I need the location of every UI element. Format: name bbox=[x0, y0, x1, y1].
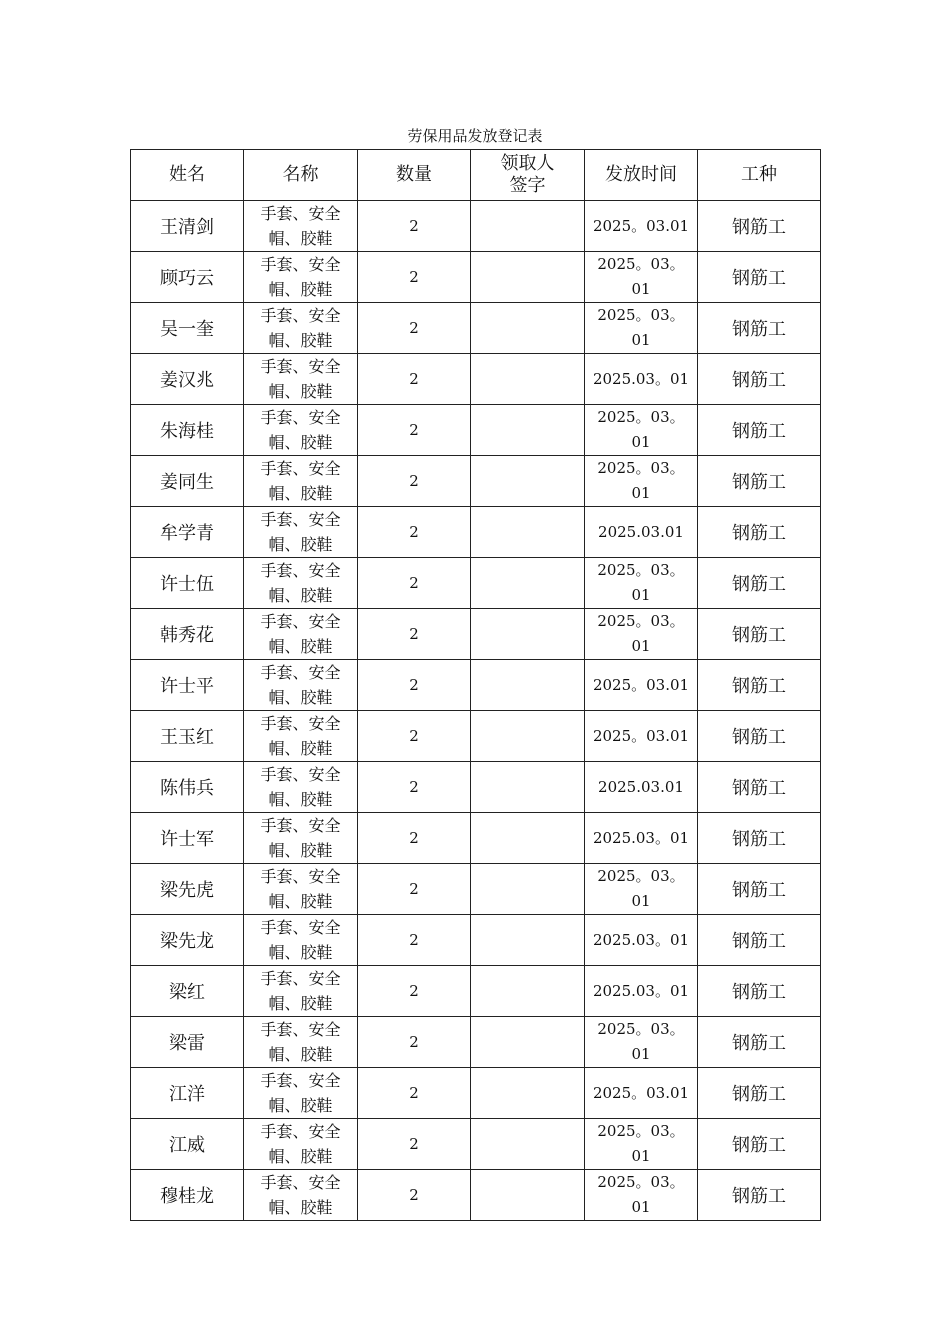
cell-qty: 2 bbox=[358, 558, 471, 609]
cell-date bbox=[585, 456, 698, 507]
cell-trade: 钢筋工 bbox=[698, 1017, 821, 1068]
cell-trade: 钢筋工 bbox=[698, 507, 821, 558]
cell-trade: 钢筋工 bbox=[698, 405, 821, 456]
cell-date bbox=[585, 252, 698, 303]
issue-date-text: 2025.03。01 bbox=[592, 930, 690, 949]
cell-date bbox=[585, 354, 698, 405]
issue-date-text: 2025。03。01 bbox=[597, 1020, 685, 1063]
cell-signature[interactable] bbox=[471, 1119, 585, 1170]
issue-date-text: 2025.03.01 bbox=[598, 522, 684, 541]
header-signature-line2: 签字 bbox=[509, 175, 546, 196]
issue-date-text: 2025。03。01 bbox=[597, 867, 685, 910]
cell-qty: 2 bbox=[358, 303, 471, 354]
cell-item: 手套、安全帽、胶鞋 bbox=[244, 1017, 358, 1068]
cell-trade: 钢筋工 bbox=[698, 354, 821, 405]
table-row bbox=[131, 354, 821, 405]
cell-signature[interactable] bbox=[471, 252, 585, 303]
cell-date bbox=[585, 1170, 698, 1221]
cell-date bbox=[585, 558, 698, 609]
table-row bbox=[131, 507, 821, 558]
cell-date bbox=[585, 711, 698, 762]
cell-date bbox=[585, 966, 698, 1017]
table-body bbox=[131, 201, 821, 1221]
cell-trade: 钢筋工 bbox=[698, 303, 821, 354]
cell-date bbox=[585, 609, 698, 660]
table-row bbox=[131, 456, 821, 507]
cell-trade: 钢筋工 bbox=[698, 813, 821, 864]
cell-trade: 钢筋工 bbox=[698, 252, 821, 303]
table-row bbox=[131, 1170, 821, 1221]
cell-qty: 2 bbox=[358, 1170, 471, 1221]
issue-date-text: 2025.03.01 bbox=[598, 777, 684, 796]
document-title: 劳保用品发放登记表 bbox=[407, 127, 543, 145]
issue-date-text: 2025。03。01 bbox=[597, 1173, 685, 1216]
cell-item: 手套、安全帽、胶鞋 bbox=[244, 660, 358, 711]
cell-item: 手套、安全帽、胶鞋 bbox=[244, 762, 358, 813]
cell-name: 牟学青 bbox=[131, 507, 244, 558]
table-row bbox=[131, 915, 821, 966]
cell-name: 韩秀花 bbox=[131, 609, 244, 660]
issue-date-text: 2025.03。01 bbox=[592, 369, 690, 388]
cell-qty: 2 bbox=[358, 609, 471, 660]
cell-name: 梁雷 bbox=[131, 1017, 244, 1068]
cell-item: 手套、安全帽、胶鞋 bbox=[244, 1068, 358, 1119]
issue-date-text: 2025.03。01 bbox=[592, 828, 690, 847]
cell-name: 陈伟兵 bbox=[131, 762, 244, 813]
table-row bbox=[131, 1017, 821, 1068]
cell-trade: 钢筋工 bbox=[698, 711, 821, 762]
issue-date-text: 2025。03。01 bbox=[597, 612, 685, 655]
issue-date-text: 2025。03。01 bbox=[597, 459, 685, 502]
cell-qty: 2 bbox=[358, 660, 471, 711]
table-row bbox=[131, 558, 821, 609]
issue-date-text: 2025。03。01 bbox=[597, 1122, 685, 1165]
cell-date bbox=[585, 1119, 698, 1170]
cell-name: 王玉红 bbox=[131, 711, 244, 762]
issue-date-text: 2025。03.01 bbox=[592, 675, 690, 694]
cell-item: 手套、安全帽、胶鞋 bbox=[244, 1170, 358, 1221]
header-trade: 工种 bbox=[698, 150, 821, 201]
cell-trade: 钢筋工 bbox=[698, 1119, 821, 1170]
cell-name: 吴一奎 bbox=[131, 303, 244, 354]
cell-signature[interactable] bbox=[471, 507, 585, 558]
cell-qty: 2 bbox=[358, 201, 471, 252]
cell-signature[interactable] bbox=[471, 864, 585, 915]
cell-qty: 2 bbox=[358, 813, 471, 864]
cell-trade: 钢筋工 bbox=[698, 609, 821, 660]
cell-signature[interactable] bbox=[471, 762, 585, 813]
cell-item: 手套、安全帽、胶鞋 bbox=[244, 405, 358, 456]
table-row bbox=[131, 252, 821, 303]
cell-trade: 钢筋工 bbox=[698, 1170, 821, 1221]
cell-qty: 2 bbox=[358, 915, 471, 966]
cell-item: 手套、安全帽、胶鞋 bbox=[244, 558, 358, 609]
cell-name: 江洋 bbox=[131, 1068, 244, 1119]
cell-signature[interactable] bbox=[471, 1170, 585, 1221]
header-name: 姓名 bbox=[131, 150, 244, 201]
cell-signature[interactable] bbox=[471, 201, 585, 252]
issue-date-text: 2025。03。01 bbox=[597, 561, 685, 604]
cell-date bbox=[585, 864, 698, 915]
cell-qty: 2 bbox=[358, 252, 471, 303]
cell-qty: 2 bbox=[358, 405, 471, 456]
cell-name: 许士伍 bbox=[131, 558, 244, 609]
table-row bbox=[131, 609, 821, 660]
cell-qty: 2 bbox=[358, 1017, 471, 1068]
cell-signature[interactable] bbox=[471, 456, 585, 507]
cell-trade: 钢筋工 bbox=[698, 1068, 821, 1119]
cell-date bbox=[585, 813, 698, 864]
cell-name: 朱海桂 bbox=[131, 405, 244, 456]
cell-qty: 2 bbox=[358, 1119, 471, 1170]
table-header-row bbox=[131, 150, 821, 201]
cell-item: 手套、安全帽、胶鞋 bbox=[244, 456, 358, 507]
cell-date bbox=[585, 915, 698, 966]
cell-item: 手套、安全帽、胶鞋 bbox=[244, 252, 358, 303]
cell-name: 王清剑 bbox=[131, 201, 244, 252]
cell-date bbox=[585, 660, 698, 711]
cell-trade: 钢筋工 bbox=[698, 966, 821, 1017]
cell-signature[interactable] bbox=[471, 354, 585, 405]
cell-date bbox=[585, 1068, 698, 1119]
issue-date-text: 2025。03。01 bbox=[597, 408, 685, 451]
cell-qty: 2 bbox=[358, 864, 471, 915]
table-row bbox=[131, 711, 821, 762]
cell-signature[interactable] bbox=[471, 966, 585, 1017]
header-signature bbox=[471, 150, 585, 201]
registration-table bbox=[130, 149, 821, 1221]
table-row bbox=[131, 1068, 821, 1119]
cell-trade: 钢筋工 bbox=[698, 762, 821, 813]
cell-signature[interactable] bbox=[471, 558, 585, 609]
cell-name: 梁红 bbox=[131, 966, 244, 1017]
cell-item: 手套、安全帽、胶鞋 bbox=[244, 303, 358, 354]
cell-signature[interactable] bbox=[471, 813, 585, 864]
table-row bbox=[131, 762, 821, 813]
cell-qty: 2 bbox=[358, 507, 471, 558]
issue-date-text: 2025。03.01 bbox=[592, 1083, 690, 1102]
cell-item: 手套、安全帽、胶鞋 bbox=[244, 201, 358, 252]
cell-signature[interactable] bbox=[471, 1017, 585, 1068]
cell-name: 许士平 bbox=[131, 660, 244, 711]
cell-trade: 钢筋工 bbox=[698, 558, 821, 609]
cell-date bbox=[585, 1017, 698, 1068]
cell-name: 穆桂龙 bbox=[131, 1170, 244, 1221]
issue-date-text: 2025。03.01 bbox=[592, 726, 690, 745]
cell-signature[interactable] bbox=[471, 660, 585, 711]
cell-name: 许士军 bbox=[131, 813, 244, 864]
cell-signature[interactable] bbox=[471, 303, 585, 354]
table-row bbox=[131, 813, 821, 864]
header-item: 名称 bbox=[244, 150, 358, 201]
header-qty: 数量 bbox=[358, 150, 471, 201]
table-row bbox=[131, 201, 821, 252]
cell-name: 江威 bbox=[131, 1119, 244, 1170]
header-signature-line1: 领取人 bbox=[500, 153, 555, 174]
cell-item: 手套、安全帽、胶鞋 bbox=[244, 864, 358, 915]
cell-signature[interactable] bbox=[471, 915, 585, 966]
header-date: 发放时间 bbox=[585, 150, 698, 201]
cell-date bbox=[585, 303, 698, 354]
cell-qty: 2 bbox=[358, 762, 471, 813]
cell-name: 梁先龙 bbox=[131, 915, 244, 966]
cell-name: 姜同生 bbox=[131, 456, 244, 507]
cell-item: 手套、安全帽、胶鞋 bbox=[244, 915, 358, 966]
cell-trade: 钢筋工 bbox=[698, 456, 821, 507]
cell-item: 手套、安全帽、胶鞋 bbox=[244, 354, 358, 405]
cell-qty: 2 bbox=[358, 966, 471, 1017]
cell-name: 梁先虎 bbox=[131, 864, 244, 915]
table-row bbox=[131, 966, 821, 1017]
cell-qty: 2 bbox=[358, 1068, 471, 1119]
cell-qty: 2 bbox=[358, 354, 471, 405]
cell-signature[interactable] bbox=[471, 405, 585, 456]
issue-date-text: 2025。03。01 bbox=[597, 306, 685, 349]
cell-date bbox=[585, 762, 698, 813]
cell-signature[interactable] bbox=[471, 711, 585, 762]
cell-name: 姜汉兆 bbox=[131, 354, 244, 405]
cell-item: 手套、安全帽、胶鞋 bbox=[244, 813, 358, 864]
cell-item: 手套、安全帽、胶鞋 bbox=[244, 507, 358, 558]
table-row bbox=[131, 303, 821, 354]
cell-item: 手套、安全帽、胶鞋 bbox=[244, 609, 358, 660]
cell-trade: 钢筋工 bbox=[698, 660, 821, 711]
issue-date-text: 2025。03。01 bbox=[597, 255, 685, 298]
cell-trade: 钢筋工 bbox=[698, 201, 821, 252]
table-row bbox=[131, 864, 821, 915]
cell-date bbox=[585, 405, 698, 456]
cell-trade: 钢筋工 bbox=[698, 864, 821, 915]
cell-signature[interactable] bbox=[471, 1068, 585, 1119]
table-row bbox=[131, 1119, 821, 1170]
cell-qty: 2 bbox=[358, 456, 471, 507]
table-row bbox=[131, 405, 821, 456]
cell-date bbox=[585, 201, 698, 252]
cell-trade: 钢筋工 bbox=[698, 915, 821, 966]
cell-name: 顾巧云 bbox=[131, 252, 244, 303]
cell-qty: 2 bbox=[358, 711, 471, 762]
cell-item: 手套、安全帽、胶鞋 bbox=[244, 1119, 358, 1170]
table-row bbox=[131, 660, 821, 711]
cell-signature[interactable] bbox=[471, 609, 585, 660]
issue-date-text: 2025.03。01 bbox=[592, 981, 690, 1000]
cell-item: 手套、安全帽、胶鞋 bbox=[244, 711, 358, 762]
issue-date-text: 2025。03.01 bbox=[592, 216, 690, 235]
cell-item: 手套、安全帽、胶鞋 bbox=[244, 966, 358, 1017]
cell-date bbox=[585, 507, 698, 558]
